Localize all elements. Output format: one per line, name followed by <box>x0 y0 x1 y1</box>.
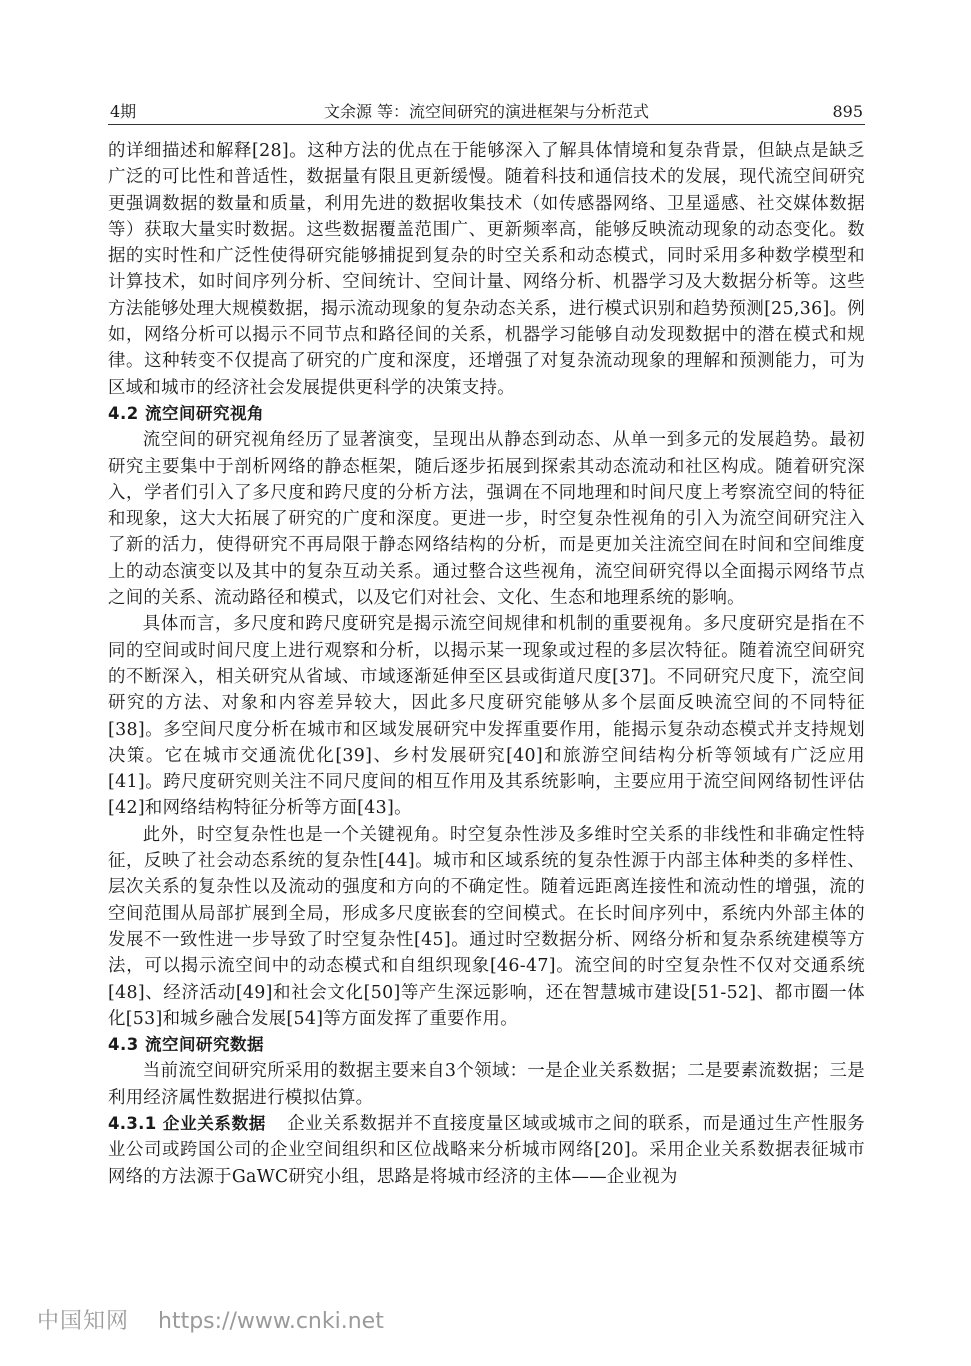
paragraph: 具体而言，多尺度和跨尺度研究是揭示流空间规律和机制的重要视角。多尺度研究是指在不同的空间或时间尺度上进行观察和分析，以揭示某一现象或过程的多层次特征。随着流空间研究的不断深入，相关研究从省域、市域逐渐延伸至区县或街道尺度[37]。不同研究尺度下，流空间研究的方法、对象和内容差异较大，因此多尺度研究能够从多个层面反映流空间的不同特征[38]。多空间尺度分析在城市和区域发展研究中发挥重要作用，能揭示复杂动态模式并支持规划决策。它在城市交通流优化[39]、乡村发展研究[40]和旅游空间结构分析等领域有广泛应用[41]。跨尺度研究则关注不同尺度间的相互作用及其系统影响，主要应用于流空间网络韧性评估[42]和网络结构特征分析等方面[43]。 <box>108 614 865 819</box>
paragraph: 流空间的研究视角经历了显著演变，呈现出从静态到动态、从单一到多元的发展趋势。最初研究主要集中于剖析网络的静态框架，随后逐步拓展到探索其动态流动和社区构成。随着研究深入，学者们引入了多尺度和跨尺度的分析方法，强调在不同地理和时间尺度上考察流空间的特征和现象，这大大拓展了研究的广度和深度。更进一步，时空复杂性视角的引入为流空间研究注入了新的活力，使得研究不再局限于静态网络结构的分析，而是更加关注流空间在时间和空间维度上的动态演变以及其中的复杂互动关系。通过整合这些视角，流空间研究得以全面揭示网络节点之间的关系、流动路径和模式，以及它们对社会、文化、生态和地理系统的影响。 <box>108 430 865 609</box>
paragraph-with-subheading <box>108 1111 865 1190</box>
paragraph: 此外，时空复杂性也是一个关键视角。时空复杂性涉及多维时空关系的非线性和非确定性特征，反映了社会动态系统的复杂性[44]。城市和区域系统的复杂性源于内部主体种类的多样性、层次关系的复杂性以及流动的强度和方向的不确定性。随着远距离连接性和流动性的增强，流的空间范围从局部扩展到全局，形成多尺度嵌套的空间模式。在长时间序列中，系统内外部主体的发展不一致性进一步导致了时空复杂性[45]。通过时空数据分析、网络分析和复杂系统建模等方法，可以揭示流空间中的动态模式和自组织现象[46-47]。流空间的时空复杂性不仅对交通系统[48]、经济活动[49]和社会文化[50]等产生深远影响，还在智慧城市建设[51-52]、都市圈一体化[53]和城乡融合发展[54]等方面发挥了重要作用。 <box>108 824 865 1029</box>
section-heading-4-3: 4.3 流空间研究数据 <box>108 1035 264 1055</box>
running-title: 文余源 等：流空间研究的演进框架与分析范式 <box>323 102 650 121</box>
article-body <box>108 138 865 1190</box>
paragraph: 当前流空间研究所采用的数据主要来自3个领域：一是企业关系数据；二是要素流数据；三是利用经济属性数据进行模拟估算。 <box>108 1061 865 1108</box>
section-heading-4-2: 4.2 流空间研究视角 <box>108 403 264 423</box>
watermark-source: 中国知网 <box>37 1309 130 1334</box>
issue-number: 4期 <box>110 102 137 121</box>
watermark <box>37 1306 384 1338</box>
running-header <box>108 100 865 125</box>
subsection-text: 企业关系数据并不直接度量区域或城市之间的联系，而是通过生产性服务业公司或跨国公司的企业空间组织和区位战略来分析城市网络[20]。采用企业关系数据表征城市网络的方法源于GaWC研究小组，思路是将城市经济的主体——企业视为 <box>108 1113 866 1187</box>
watermark-url: https://www.cnki.net <box>158 1309 384 1334</box>
paragraph-continued: 的详细描述和解释[28]。这种方法的优点在于能够深入了解具体情境和复杂背景，但缺点是缺乏广泛的可比性和普适性，数据量有限且更新缓慢。随着科技和通信技术的发展，现代流空间研究更强调数据的数量和质量，利用先进的数据收集技术（如传感器网络、卫星遥感、社交媒体数据等）获取大量实时数据。这些数据覆盖范围广、更新频率高，能够反映流动现象的动态变化。数据的实时性和广泛性使得研究能够捕捉到复杂的时空关系和动态模式，同时采用多种数学模型和计算技术，如时间序列分析、空间统计、空间计量、网络分析、机器学习及大数据分析等。这些方法能够处理大规模数据，揭示流动现象的复杂动态关系，进行模式识别和趋势预测[25,36]。例如，网络分析可以揭示不同节点和路径间的关系，机器学习能够自动发现数据中的潜在模式和规律。这种转变不仅提高了研究的广度和深度，还增强了对复杂流动现象的理解和预测能力，可为区域和城市的经济社会发展提供更科学的决策支持。 <box>108 141 865 398</box>
page-number: 895 <box>832 102 863 121</box>
subsection-heading-4-3-1: 4.3.1 企业关系数据 <box>108 1113 266 1133</box>
